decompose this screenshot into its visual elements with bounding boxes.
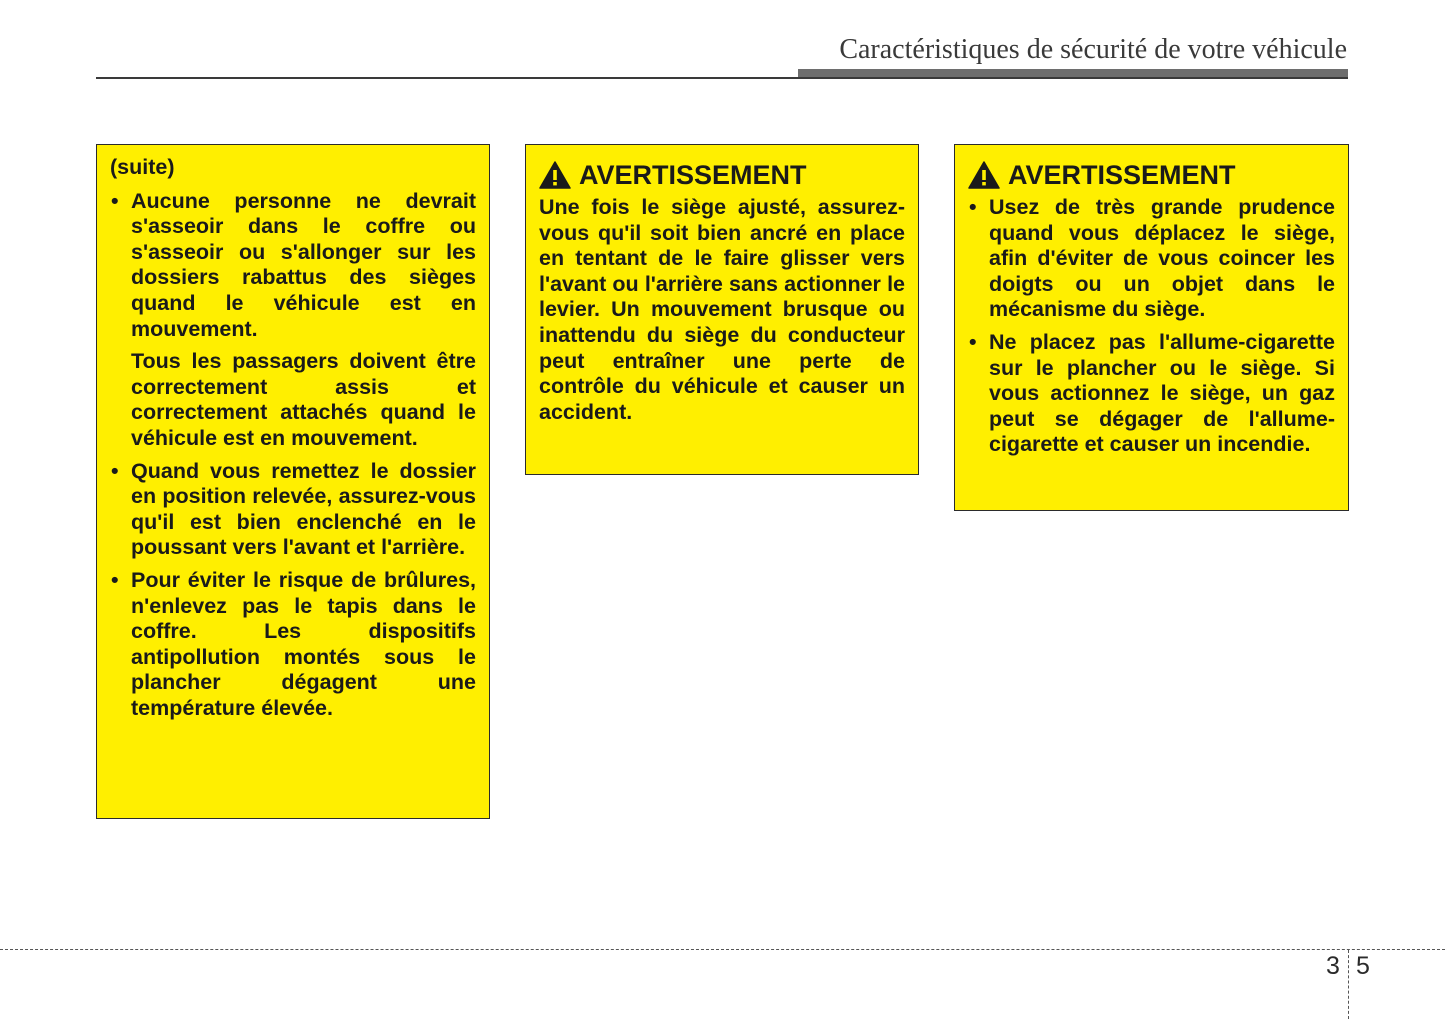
list-item-text: • Quand vous remettez le dossier en position relevée, assurez-vous qu'il est bien enclenché en le poussant vers l'avant et l'arrière. xyxy=(131,458,476,560)
page-number: 5 xyxy=(1356,952,1370,980)
list-item-text: • Aucune personne ne devrait s'asseoir dans le coffre ou s'asseoir ou s'allonger sur les dossiers rabattus des sièges quand le véhicule est en mouvement. xyxy=(131,188,476,341)
list-item xyxy=(110,459,476,561)
warning-title: AVERTISSEMENT xyxy=(1008,160,1236,190)
list-item: • Ne placez pas l'allume-cigarette sur le plancher ou le siège. Si vous actionnez le siège, un gaz peut se dégager de l'allume-cigarette et causer un incendie. xyxy=(968,330,1335,458)
list-item-text: • Pour éviter le risque de brûlures, n'enlevez pas le tapis dans le coffre. Les dispositifs antipollution montés sous le plancher dégagent une température élevée. xyxy=(131,567,476,720)
warning-heading xyxy=(968,159,1335,191)
warning-title: AVERTISSEMENT xyxy=(579,160,807,190)
warning-text: Une fois le siège ajusté, assurez-vous qu'il soit bien ancré en place en tentant de le faire glisser vers l'avant ou l'arrière sans actionner le levier. Un mouvement brusque ou inattendu du siège du conducteur peut entraîner une perte de contrôle du véhicule et causer un accident. xyxy=(539,195,905,424)
list-item-subparagraph: Tous les passagers doivent être correctement assis et correctement attachés quand le véhicule est en mouvement. xyxy=(131,349,476,450)
footer-dashed-rule xyxy=(0,949,1445,950)
warning-heading xyxy=(539,159,905,191)
warning-list xyxy=(968,195,1335,458)
header-rule xyxy=(96,77,1348,79)
list-item xyxy=(110,189,476,452)
list-item: • Usez de très grande prudence quand vous déplacez le siège, afin d'éviter de vous coincer les doigts ou un objet dans le mécanisme du siège. xyxy=(968,195,1335,323)
footer-page-divider xyxy=(1348,950,1349,1019)
warning-triangle-icon xyxy=(539,161,571,189)
continued-caution-box xyxy=(96,144,490,819)
page-title: Caractéristiques de sécurité de votre véhicule xyxy=(839,34,1347,65)
warning-box-seat-adjust xyxy=(525,144,919,475)
caution-list xyxy=(110,189,476,722)
list-item xyxy=(110,568,476,722)
continued-label: (suite) xyxy=(110,155,175,179)
chapter-number: 3 xyxy=(1326,952,1340,980)
warning-triangle-icon xyxy=(968,161,1000,189)
warning-box-seat-movement xyxy=(954,144,1349,511)
